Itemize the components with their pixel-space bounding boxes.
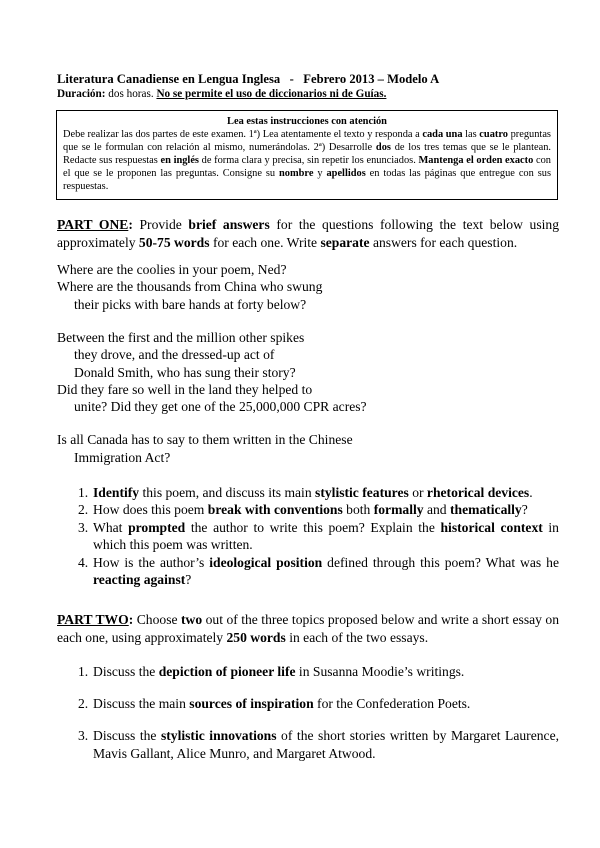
part-two-intro: PART TWO: Choose two out of the three topics proposed below and write a short essay on each one, using approximately 250 words in each of the two essays. <box>57 611 559 645</box>
duration-label: Duración: <box>57 88 106 100</box>
question-list <box>57 484 559 588</box>
instructions-text: Debe realizar las dos partes de este examen. 1ª) Lea atentamente el texto y responda a cada una las cuatro preguntas que se le formulan con relación al mismo, numerándolas. 2ª) Desarrolle dos de los tres temas que se le plantean. Redacte sus respuestas en inglés de forma clara y precisa, sin repetir los enunciados. Mantenga el orden exacto con el que se le proponen las preguntas. Consigne su nombre y apellidos en todas las páginas que entregue con sus respuestas. <box>63 129 551 192</box>
poem <box>57 261 559 466</box>
topic-list <box>57 663 559 763</box>
part-one-intro: PART ONE: Provide brief answers for the questions following the text below using approximately 50-75 words for each one. Write separate answers for each question. <box>57 217 559 250</box>
poem-line: unite? Did they get one of the 25,000,000 CPR acres? <box>74 399 367 415</box>
topic-item: 2. Discuss the main sources of inspiration for the Confederation Poets. <box>78 695 471 711</box>
duration-value: dos horas. <box>105 88 157 100</box>
exam-subtitle <box>57 88 559 101</box>
poem-line: Between the first and the million other spikes <box>57 329 305 345</box>
question-item: 1. Identify this poem, and discuss its main stylistic features or rhetorical devices. <box>78 485 533 501</box>
instructions-title: Lea estas instrucciones con atención <box>227 116 387 127</box>
poem-line: Where are the thousands from China who swung <box>57 279 323 295</box>
part-one-heading: PART ONE <box>57 217 129 232</box>
exam-title: Literatura Canadiense en Lengua Inglesa - Febrero 2013 – Modelo A <box>57 72 440 86</box>
poem-line: Immigration Act? <box>74 449 171 465</box>
poem-line: Where are the coolies in your poem, Ned? <box>57 262 287 277</box>
poem-stanza-1 <box>57 261 559 313</box>
topic-item: 1. Discuss the depiction of pioneer life in Susanna Moodie’s writings. <box>78 663 465 679</box>
poem-line: Did they fare so well in the land they helped to <box>57 381 313 397</box>
poem-stanza-3 <box>57 431 559 466</box>
poem-stanza-2 <box>57 329 559 416</box>
dictionary-rule: No se permite el uso de diccionarios ni de Guías. <box>156 88 387 100</box>
poem-line: they drove, and the dressed-up act of <box>74 347 275 363</box>
poem-line: their picks with bare hands at forty below? <box>74 296 307 312</box>
question-item: 3. What prompted the author to write this poem? Explain the historical context in which this poem was written. <box>78 519 559 553</box>
poem-line: Donald Smith, who has sung their story? <box>74 364 296 380</box>
question-item: 2. How does this poem break with conventions both formally and thematically? <box>78 502 528 518</box>
exam-page <box>57 72 559 777</box>
poem-line: Is all Canada has to say to them written in the Chinese <box>57 432 353 448</box>
instructions-box <box>56 110 558 200</box>
topic-item: 3. Discuss the stylistic innovations of the short stories written by Margaret Laurence, Mavis Gallant, Alice Munro, and Margaret Atwood. <box>78 728 559 761</box>
part-two-heading: PART TWO <box>57 611 129 627</box>
question-item: 4. How is the author’s ideological position defined through this poem? What was he reacting against? <box>78 554 559 588</box>
